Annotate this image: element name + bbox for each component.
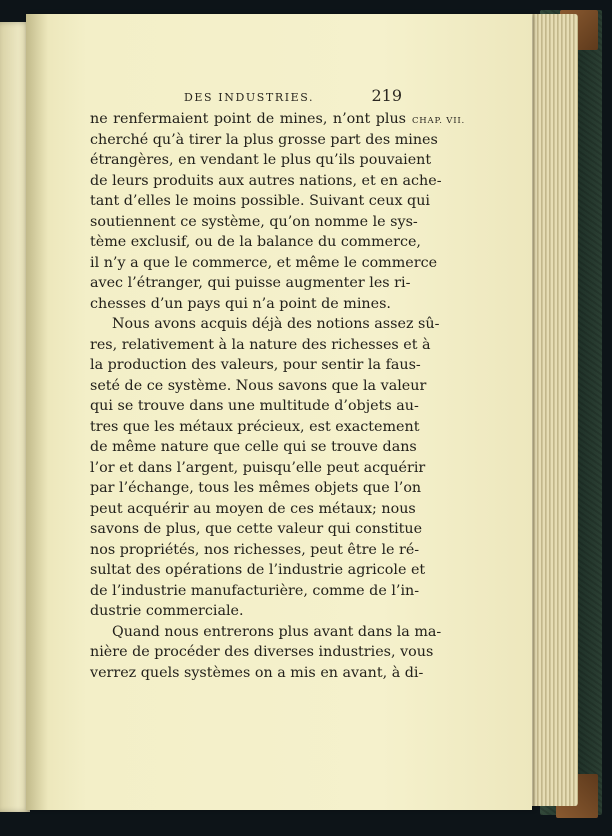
text-line: seté de ce système. Nous savons que la valeur <box>90 377 427 394</box>
text-line: tème exclusif, ou de la balance du commerce, <box>90 234 421 250</box>
text-line: tant d’elles le moins possible. Suivant ceux qui <box>90 193 430 209</box>
text-line: nière de procéder des diverses industries, vous <box>90 644 434 660</box>
text-line: dustrie commerciale. <box>90 603 244 619</box>
text-line: Quand nous entrerons plus avant dans la ma- <box>112 623 442 640</box>
text-line: res, relativement à la nature des richesses et à <box>90 336 431 353</box>
page-header <box>184 86 402 108</box>
text-line: savons de plus, que cette valeur qui constitue <box>90 521 423 537</box>
text-line: de même nature que celle qui se trouve dans <box>90 439 417 455</box>
text-line: tres que les métaux précieux, est exactement <box>90 418 420 435</box>
text-line: soutiennent ce système, qu’on nomme le sys- <box>90 213 418 230</box>
running-title: DES INDUSTRIES. <box>184 91 315 104</box>
text-line: de l’industrie manufacturière, comme de l’in- <box>90 582 420 599</box>
text-line: il n’y a que le commerce, et même le commerce <box>90 254 438 271</box>
page-number: 219 <box>371 86 402 105</box>
text-line: ne renfermaient point de mines, n’ont plus <box>90 111 406 127</box>
text-line: l’or et dans l’argent, puisqu’elle peut acquérir <box>90 459 426 476</box>
text-line: sultat des opérations de l’industrie agricole et <box>90 562 426 578</box>
text-line: de leurs produits aux autres nations, et en ache- <box>90 172 442 189</box>
gutter-shadow <box>26 14 48 810</box>
text-line: la production des valeurs, pour sentir la faus- <box>90 357 421 373</box>
text-line: chesses d’un pays qui n’a point de mines. <box>90 295 391 312</box>
text-line: cherché qu’à tirer la plus grosse part des mines <box>90 131 438 148</box>
chapter-margin-note: CHAP. VII. <box>412 116 466 126</box>
text-line: qui se trouve dans une multitude d’objets au- <box>90 398 419 414</box>
text-line: Nous avons acquis déjà des notions assez sû- <box>112 316 440 332</box>
text-line: verrez quels systèmes on a mis en avant, à di- <box>90 664 424 681</box>
text-line: par l’échange, tous les mêmes objets que l’on <box>90 480 422 496</box>
text-line: étrangères, en vendant le plus qu’ils pouvaient <box>90 152 432 168</box>
text-line: avec l’étranger, qui puisse augmenter les ri- <box>90 275 411 291</box>
text-line: nos propriétés, nos richesses, peut être le ré- <box>90 541 420 558</box>
text-line: peut acquérir au moyen de ces métaux; nous <box>90 500 416 517</box>
